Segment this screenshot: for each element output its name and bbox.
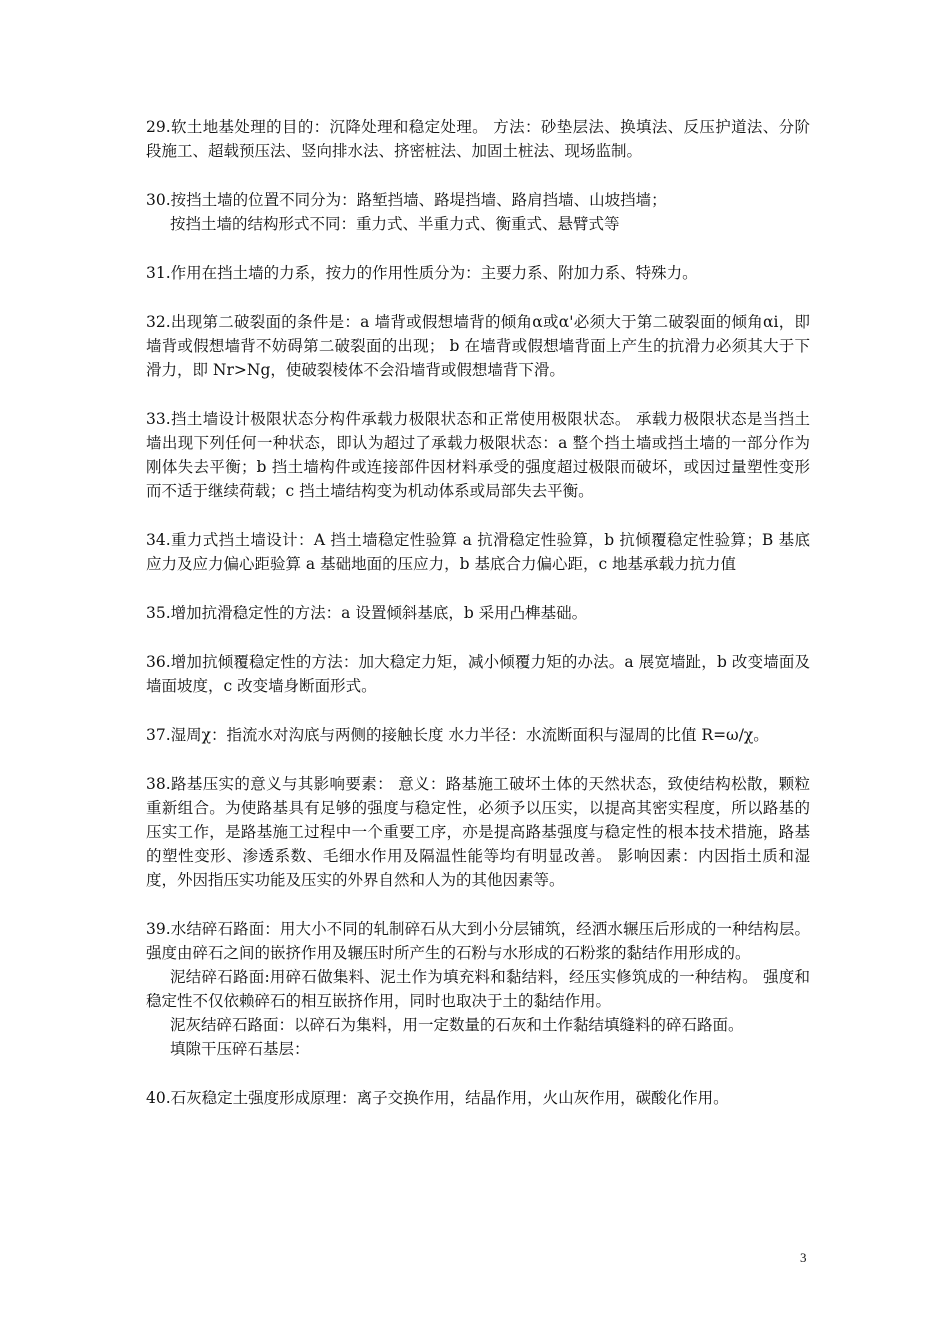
item-40 bbox=[146, 1086, 810, 1110]
item-37 bbox=[146, 723, 810, 747]
item-paragraph: 31.作用在挡土墙的力系，按力的作用性质分为：主要力系、附加力系、特殊力。 bbox=[146, 264, 698, 282]
item-paragraph: 32.出现第二破裂面的条件是：a 墙背或假想墙背的倾角α或α'必须大于第二破裂面的倾角αi，即墙背或假想墙背不妨碍第二破裂面的出现； b 在墙背或假想墙背面上产生的抗滑力必须其大于下滑力，即 Nr>Ng，使破裂棱体不会沿墙背或假想墙背下滑。 bbox=[146, 313, 810, 379]
item-29 bbox=[146, 115, 810, 163]
item-paragraph: 按挡土墙的结构形式不同：重力式、半重力式、衡重式、悬臂式等 bbox=[170, 215, 620, 233]
item-paragraph: 34.重力式挡土墙设计：A 挡土墙稳定性验算 a 抗滑稳定性验算，b 抗倾覆稳定性验算；B 基底应力及应力偏心距验算 a 基础地面的压应力，b 基底合力偏心距，c 地基承载力抗力值 bbox=[146, 531, 810, 573]
item-38 bbox=[146, 772, 810, 892]
item-paragraph: 36.增加抗倾覆稳定性的方法：加大稳定力矩，减小倾覆力矩的办法。a 展宽墙趾，b 改变墙面及墙面坡度，c 改变墙身断面形式。 bbox=[146, 653, 810, 695]
item-paragraph: 38.路基压实的意义与其影响要素： 意义：路基施工破坏土体的天然状态，致使结构松散，颗粒重新组合。为使路基具有足够的强度与稳定性，必须予以压实，以提高其密实程度，所以路基的压实工作，是路基施工过程中一个重要工序，亦是提高路基强度与稳定性的根本技术措施，路基的塑性变形、渗透系数、毛细水作用及隔温性能等均有明显改善。 影响因素：内因指土质和湿度，外因指压实功能及压实的外界自然和人为的其他因素等。 bbox=[146, 775, 810, 889]
item-34 bbox=[146, 528, 810, 576]
item-35 bbox=[146, 601, 810, 625]
item-paragraph: 30.按挡土墙的位置不同分为：路堑挡墙、路堤挡墙、路肩挡墙、山坡挡墙； bbox=[146, 191, 667, 209]
item-paragraph: 39.水结碎石路面：用大小不同的轧制碎石从大到小分层铺筑，经洒水辗压后形成的一种结构层。 强度由碎石之间的嵌挤作用及辗压时所产生的石粉与水形成的石粉浆的黏结作用形成的。 bbox=[146, 920, 810, 962]
page-body bbox=[146, 115, 810, 1135]
item-39 bbox=[146, 917, 810, 1061]
item-paragraph: 40.石灰稳定土强度形成原理：离子交换作用，结晶作用，火山灰作用，碳酸化作用。 bbox=[146, 1089, 729, 1107]
item-paragraph: 33.挡土墙设计极限状态分构件承载力极限状态和正常使用极限状态。 承载力极限状态是当挡土墙出现下列任何一种状态，即认为超过了承载力极限状态：a 整个挡土墙或挡土墙的一部分作为刚体失去平衡；b 挡土墙构件或连接部件因材料承受的强度超过极限而破坏，或因过量塑性变形而不适于继续荷载；c 挡土墙结构变为机动体系或局部失去平衡。 bbox=[146, 410, 810, 500]
item-31 bbox=[146, 261, 810, 285]
item-paragraph: 泥结碎石路面:用碎石做集料、泥土作为填充料和黏结料，经压实修筑成的一种结构。 强度和稳定性不仅依赖碎石的相互嵌挤作用，同时也取决于土的黏结作用。 bbox=[146, 968, 810, 1010]
item-36 bbox=[146, 650, 810, 698]
page-number: 3 bbox=[800, 1250, 807, 1265]
item-32 bbox=[146, 310, 810, 382]
item-paragraph: 泥灰结碎石路面：以碎石为集料，用一定数量的石灰和土作黏结填缝料的碎石路面。 bbox=[170, 1016, 744, 1034]
item-paragraph: 35.增加抗滑稳定性的方法：a 设置倾斜基底，b 采用凸榫基础。 bbox=[146, 604, 588, 622]
item-paragraph: 29.软土地基处理的目的：沉降处理和稳定处理。 方法：砂垫层法、换填法、反压护道法、分阶段施工、超载预压法、竖向排水法、挤密桩法、加固土桩法、现场监制。 bbox=[146, 118, 810, 160]
item-paragraph: 填隙干压碎石基层： bbox=[170, 1040, 310, 1058]
item-33 bbox=[146, 407, 810, 503]
item-30 bbox=[146, 188, 810, 236]
item-paragraph: 37.湿周χ：指流水对沟底与两侧的接触长度 水力半径：水流断面积与湿周的比值 R=ω/χ。 bbox=[146, 726, 769, 744]
